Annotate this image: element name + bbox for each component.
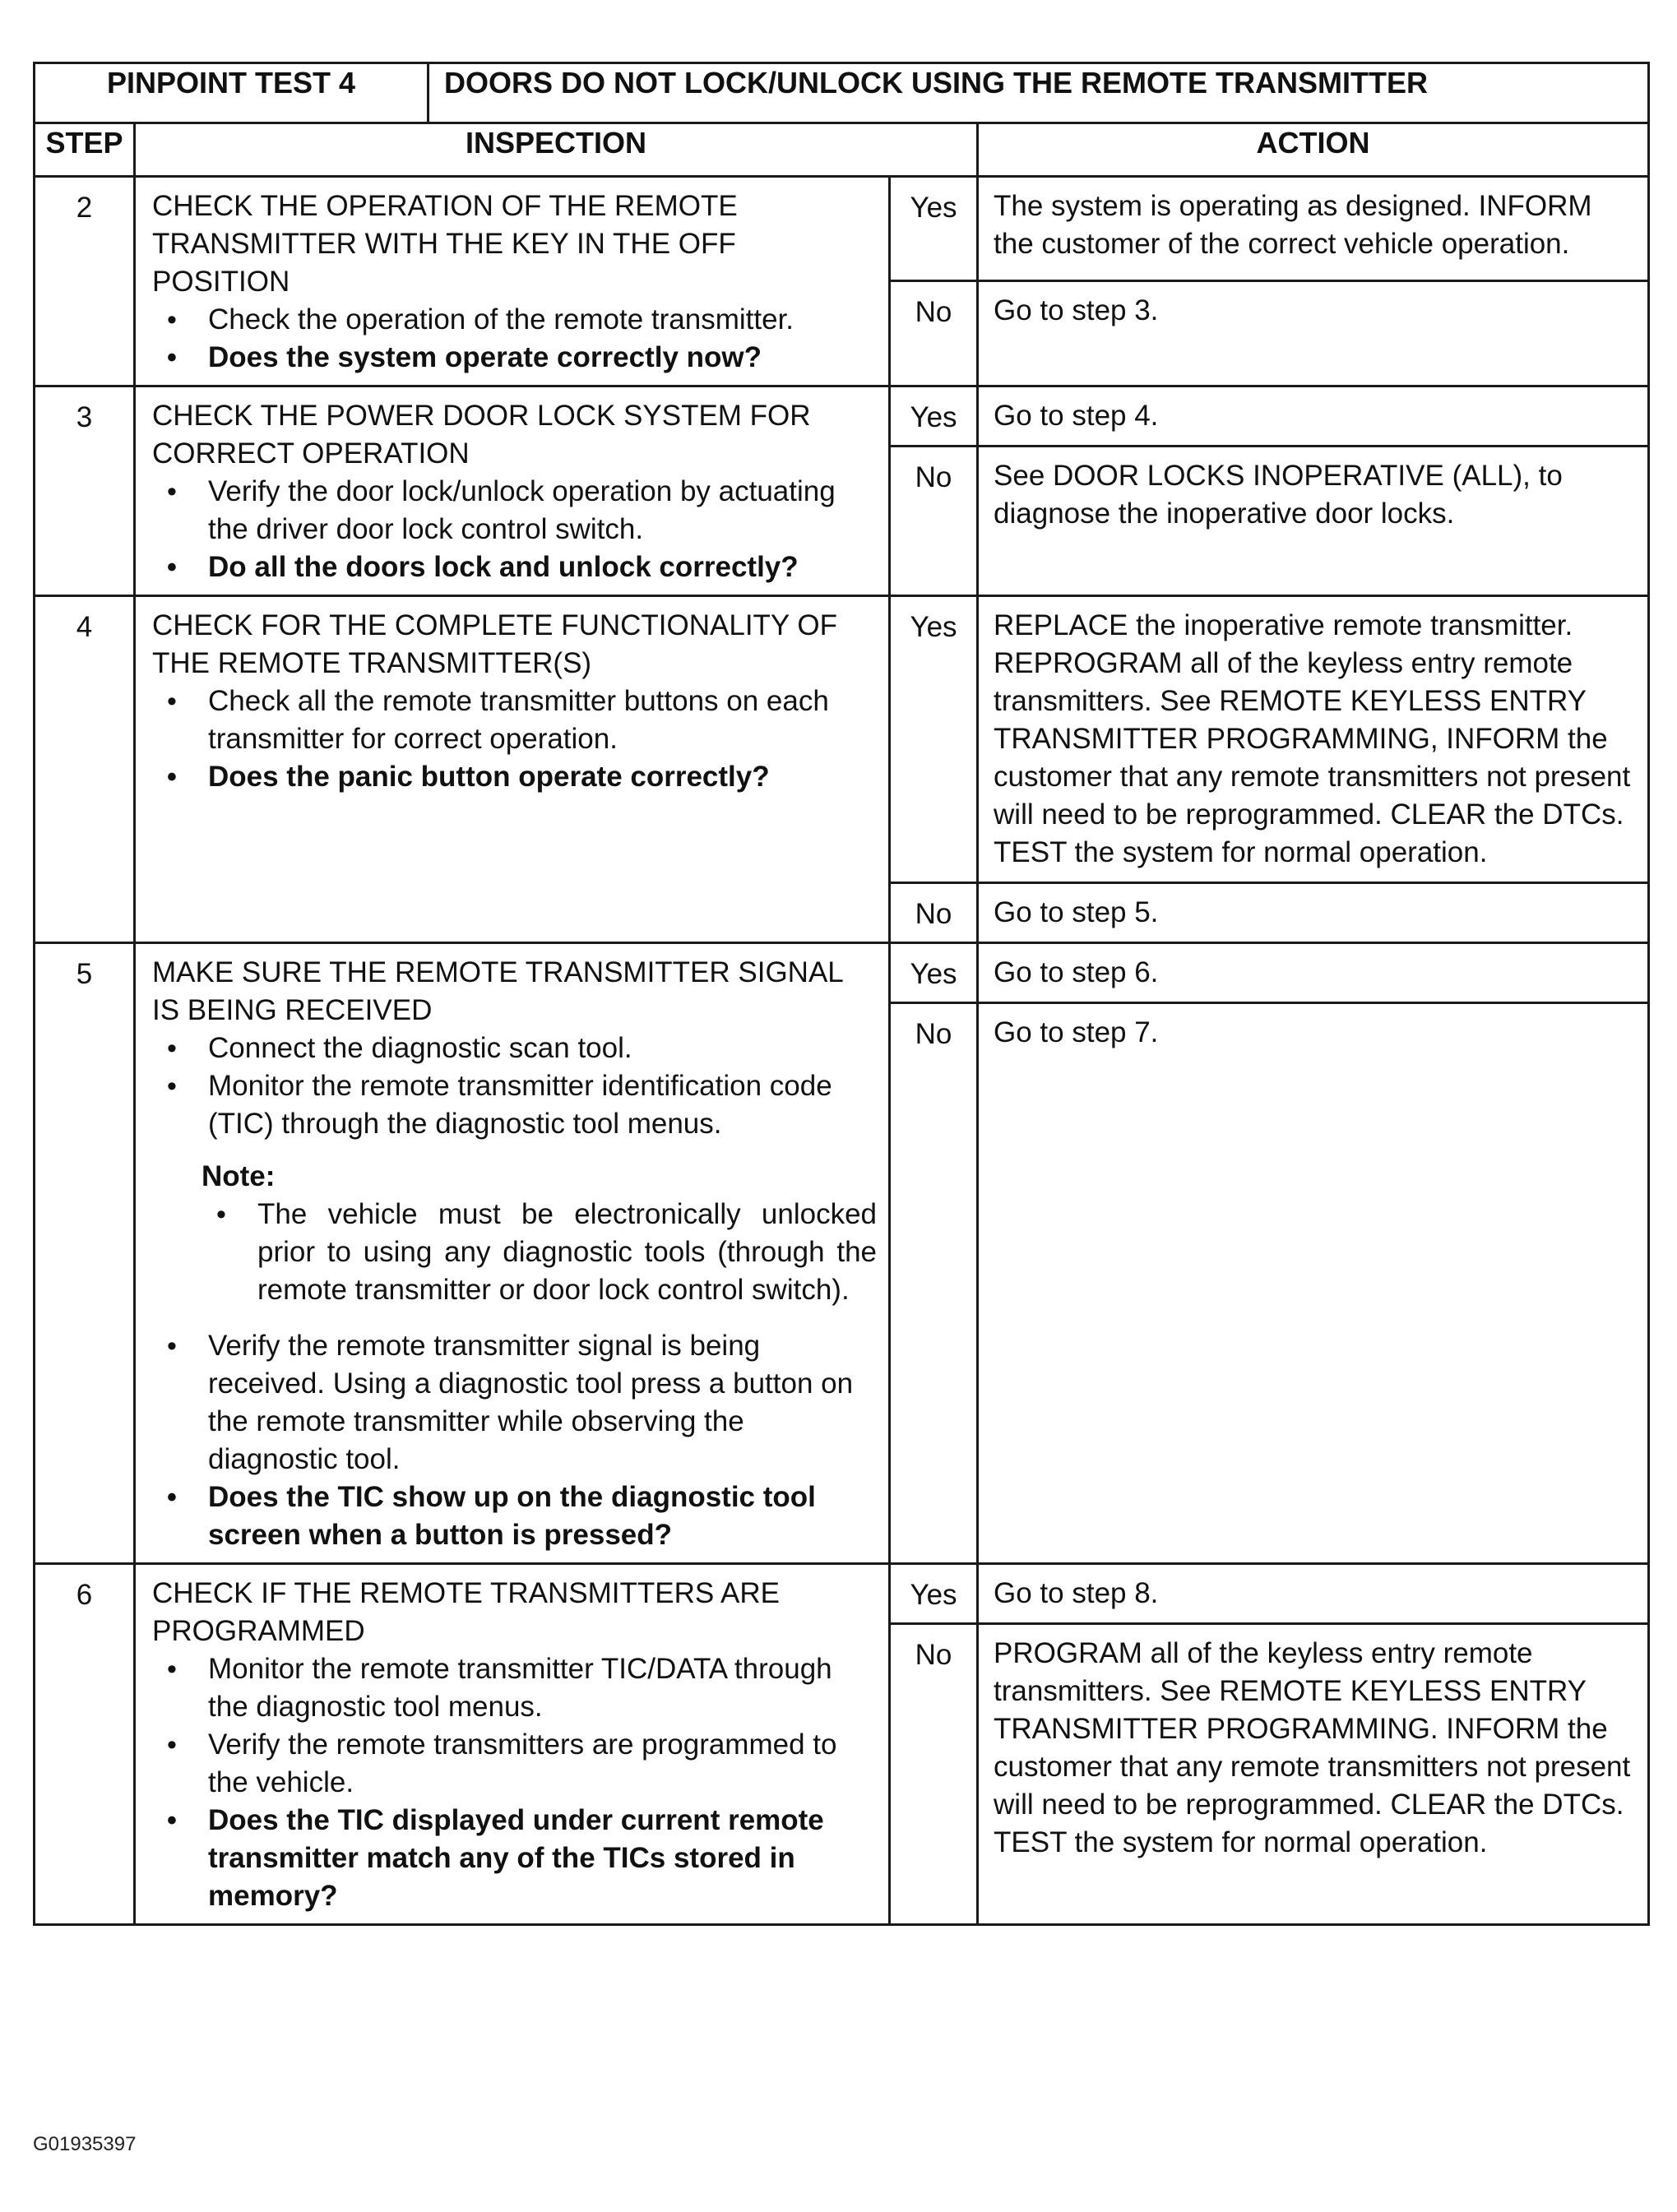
inspection-bullet: • Monitor the remote transmitter identification code (TIC) through the diagnostic tool menus. <box>152 1067 877 1143</box>
inspection-bullet: • Connect the diagnostic scan tool. <box>152 1030 877 1067</box>
note-title: Note: <box>202 1160 276 1192</box>
inspection-bullets <box>152 1030 877 1143</box>
no-label: No <box>890 1624 978 1925</box>
step-row <box>35 943 1649 1003</box>
header-row <box>35 123 1649 177</box>
inspection-column-header: INSPECTION <box>135 123 978 177</box>
step-number: 2 <box>35 177 135 386</box>
inspection-bullet: • Verify the remote transmitter signal is being received. Using a diagnostic tool press a button on the remote transmitter while observing the diagnostic tool. <box>152 1327 877 1479</box>
note-block <box>202 1158 877 1309</box>
inspection-bullets <box>152 301 877 377</box>
pinpoint-test-sheet <box>33 62 1647 1926</box>
inspection-bullets <box>152 473 877 586</box>
no-action: Go to step 7. <box>978 1003 1649 1564</box>
yes-action: Go to step 4. <box>978 386 1649 447</box>
inspection-bullet: • Check the operation of the remote transmitter. <box>152 301 877 339</box>
pinpoint-test-table <box>33 62 1650 1926</box>
no-label: No <box>890 883 978 943</box>
inspection-question: • Does the system operate correctly now? <box>152 339 877 377</box>
step-number: 3 <box>35 386 135 596</box>
inspection-heading: CHECK IF THE REMOTE TRANSMITTERS ARE PROGRAMMED <box>152 1577 780 1647</box>
yes-action: Go to step 8. <box>978 1564 1649 1624</box>
inspection-bullet: • Check all the remote transmitter buttons on each transmitter for correct operation. <box>152 683 877 758</box>
yes-label: Yes <box>890 1564 978 1624</box>
inspection-heading: CHECK THE POWER DOOR LOCK SYSTEM FOR CORRECT OPERATION <box>152 400 811 470</box>
inspection-cell <box>135 943 890 1564</box>
action-column-header: ACTION <box>978 123 1649 177</box>
inspection-cell <box>135 386 890 596</box>
step-column-header: STEP <box>35 123 135 177</box>
test-description-title: DOORS DO NOT LOCK/UNLOCK USING THE REMOTE TRANSMITTER <box>429 63 1649 123</box>
inspection-question: • Does the TIC show up on the diagnostic tool screen when a button is pressed? <box>152 1479 877 1554</box>
no-label: No <box>890 447 978 596</box>
no-action: PROGRAM all of the keyless entry remote transmitters. See REMOTE KEYLESS ENTRY TRANSMITTER PROGRAMMING. INFORM the customer that any remote transmitters not present will need to be reprogrammed. CLEAR the DTCs. TEST the system for normal operation. <box>978 1624 1649 1925</box>
no-label: No <box>890 281 978 386</box>
yes-action: Go to step 6. <box>978 943 1649 1003</box>
yes-label: Yes <box>890 386 978 447</box>
yes-label: Yes <box>890 596 978 883</box>
inspection-question: • Do all the doors lock and unlock correctly? <box>152 548 877 586</box>
step-row <box>35 177 1649 281</box>
note-bullets <box>202 1196 877 1309</box>
inspection-bullet: • Verify the remote transmitters are programmed to the vehicle. <box>152 1726 877 1802</box>
note-bullet: • The vehicle must be electronically unlocked prior to using any diagnostic tools (through the remote transmitter or door lock control switch). <box>202 1196 877 1309</box>
step-number: 4 <box>35 596 135 943</box>
inspection-heading: CHECK THE OPERATION OF THE REMOTE TRANSMITTER WITH THE KEY IN THE OFF POSITION <box>152 190 738 298</box>
inspection-bullets <box>152 1650 877 1915</box>
test-number-title: PINPOINT TEST 4 <box>35 63 429 123</box>
inspection-heading: MAKE SURE THE REMOTE TRANSMITTER SIGNAL IS BEING RECEIVED <box>152 956 843 1026</box>
inspection-heading: CHECK FOR THE COMPLETE FUNCTIONALITY OF THE REMOTE TRANSMITTER(S) <box>152 609 837 679</box>
inspection-question: • Does the TIC displayed under current remote transmitter match any of the TICs stored in memory? <box>152 1802 877 1915</box>
step-row <box>35 596 1649 883</box>
step-row <box>35 1564 1649 1624</box>
figure-id: G01935397 <box>33 2133 137 2155</box>
yes-action: REPLACE the inoperative remote transmitter. REPROGRAM all of the keyless entry remote transmitters. See REMOTE KEYLESS ENTRY TRANSMITTER PROGRAMMING, INFORM the customer that any remote transmitters not present will need to be reprogrammed. CLEAR the DTCs. TEST the system for normal operation. <box>978 596 1649 883</box>
inspection-question: • Does the panic button operate correctly? <box>152 758 877 796</box>
inspection-bullets <box>152 683 877 796</box>
no-action: See DOOR LOCKS INOPERATIVE (ALL), to diagnose the inoperative door locks. <box>978 447 1649 596</box>
yes-action: The system is operating as designed. INFORM the customer of the correct vehicle operation. <box>978 177 1649 281</box>
yes-label: Yes <box>890 943 978 1003</box>
inspection-bullet: • Verify the door lock/unlock operation by actuating the driver door lock control switch. <box>152 473 877 548</box>
inspection-cell <box>135 177 890 386</box>
step-number: 6 <box>35 1564 135 1925</box>
title-row <box>35 63 1649 123</box>
inspection-bullets-after <box>152 1327 877 1554</box>
no-action: Go to step 5. <box>978 883 1649 943</box>
step-number: 5 <box>35 943 135 1564</box>
inspection-bullet: • Monitor the remote transmitter TIC/DATA through the diagnostic tool menus. <box>152 1650 877 1726</box>
step-row <box>35 386 1649 447</box>
no-label: No <box>890 1003 978 1564</box>
no-action: Go to step 3. <box>978 281 1649 386</box>
inspection-cell <box>135 1564 890 1925</box>
inspection-cell <box>135 596 890 943</box>
yes-label: Yes <box>890 177 978 281</box>
